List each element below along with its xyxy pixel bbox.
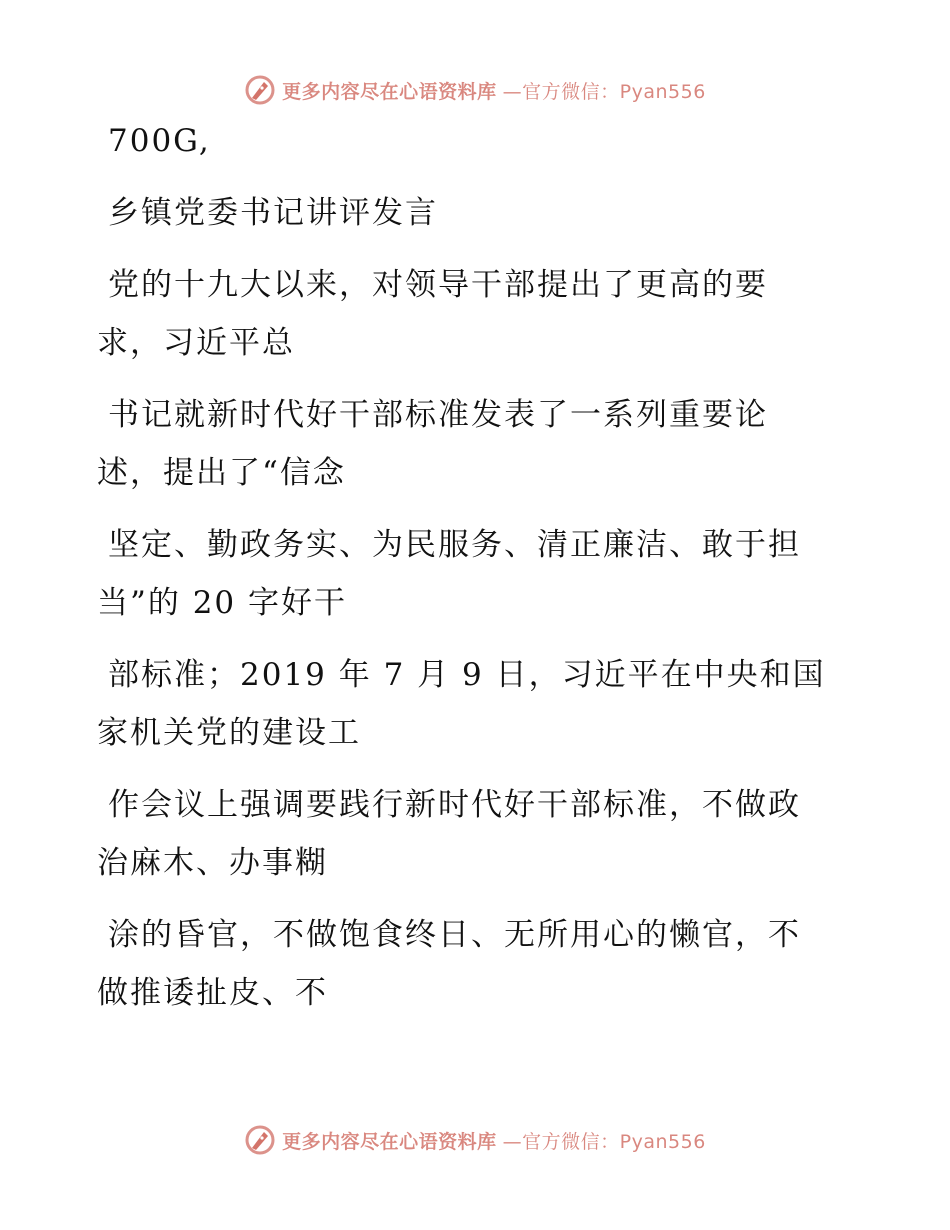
watermark-main-text: 更多内容尽在心语资料库 xyxy=(282,80,497,103)
paragraph xyxy=(97,906,857,1022)
paragraph xyxy=(97,386,857,502)
text-line: 乡镇党委书记讲评发言 xyxy=(108,195,438,231)
paragraph xyxy=(97,516,857,632)
text-line: 家机关党的建设工 xyxy=(97,715,361,751)
text-line: 涂的昏官，不做饱食终日、无所用心的懒官，不 xyxy=(108,917,801,953)
text-line: 坚定、勤政务实、为民服务、清正廉洁、敢于担 xyxy=(108,527,801,563)
text-line: 部标准；2019 年 7 月 9 日，习近平在中央和国 xyxy=(108,657,826,693)
watermark-sub-text: —官方微信：Pyan556 xyxy=(502,1130,706,1153)
text-line: 治麻木、办事糊 xyxy=(97,845,328,881)
header-watermark xyxy=(0,70,950,110)
text-line: 做推诿扯皮、不 xyxy=(97,975,328,1011)
watermark-sub-text: —官方微信：Pyan556 xyxy=(502,80,706,103)
text-line: 述，提出了“信念 xyxy=(97,455,346,491)
paragraph xyxy=(97,776,857,892)
text-line: 求，习近平总 xyxy=(97,325,295,361)
text-line: 书记就新时代好干部标准发表了一系列重要论 xyxy=(108,397,768,433)
text-line: 700G, xyxy=(108,123,211,159)
pen-nib-logo-icon xyxy=(244,1124,276,1156)
document-body xyxy=(97,112,857,1036)
document-title xyxy=(97,184,857,242)
text-line: 作会议上强调要践行新时代好干部标准，不做政 xyxy=(108,787,801,823)
paragraph xyxy=(97,256,857,372)
paragraph xyxy=(97,112,857,170)
footer-watermark xyxy=(0,1120,950,1160)
text-line: 党的十九大以来，对领导干部提出了更高的要 xyxy=(108,267,768,303)
paragraph xyxy=(97,646,857,762)
watermark-main-text: 更多内容尽在心语资料库 xyxy=(282,1130,497,1153)
text-line: 当”的 20 字好干 xyxy=(97,585,348,621)
pen-nib-logo-icon xyxy=(244,74,276,106)
